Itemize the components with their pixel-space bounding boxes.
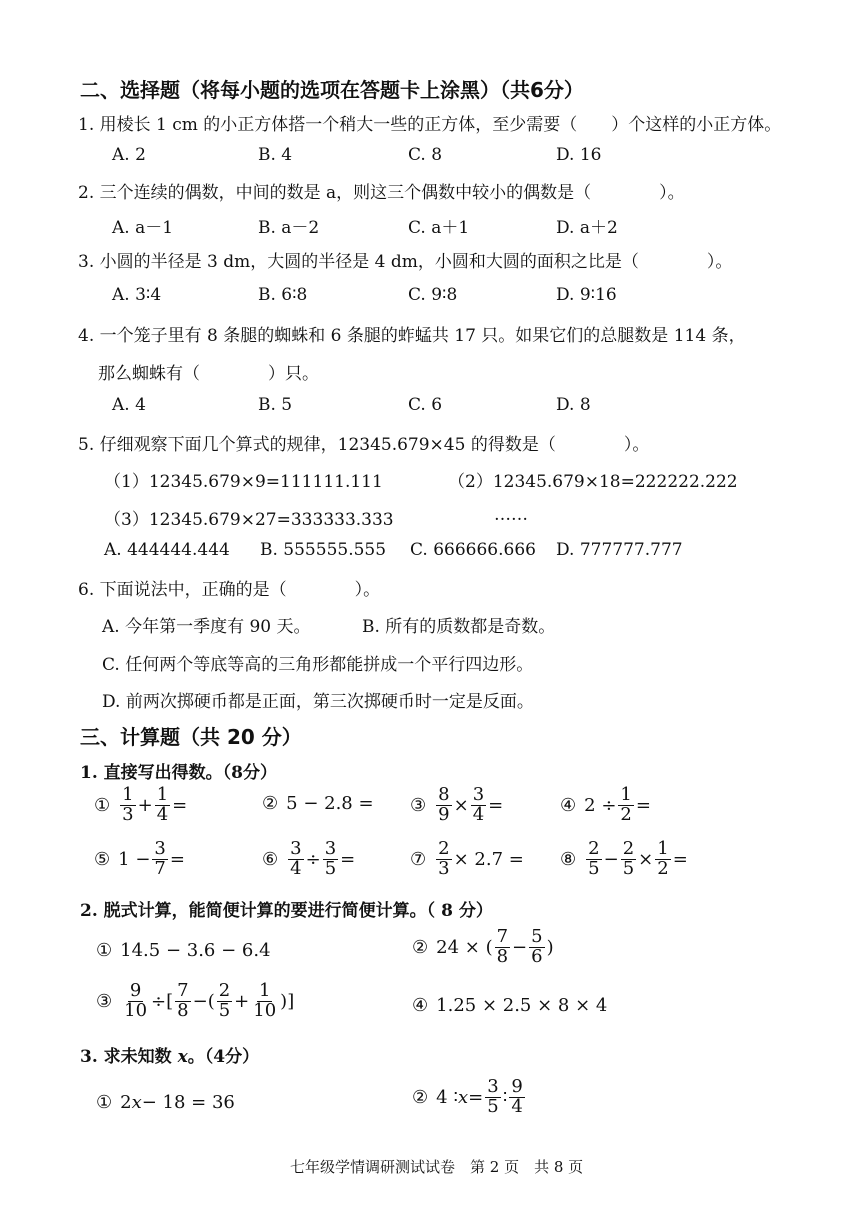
- denominator: 9: [438, 803, 450, 825]
- equals: =: [172, 794, 188, 816]
- q1-option-a: A. 2: [112, 145, 146, 165]
- denominator: 4: [511, 1095, 523, 1117]
- item-number: ⑧: [560, 848, 577, 870]
- item-number: ④: [560, 794, 577, 816]
- numerator: 3: [154, 838, 166, 859]
- calc-item-4: [560, 786, 651, 825]
- numerator: 2: [218, 980, 231, 1001]
- numerator: 1: [156, 784, 169, 805]
- numerator: 5: [531, 926, 543, 947]
- item-number: ②: [412, 1086, 429, 1108]
- denominator: 5: [324, 857, 337, 879]
- operator: −: [512, 936, 528, 958]
- numerator: 1: [122, 784, 134, 805]
- fraction: [323, 840, 338, 879]
- expression-suffix: − 18 = 36: [141, 1092, 235, 1113]
- question-2: 2. 三个连续的偶数，中间的数是 a，则这三个偶数中较小的偶数是（ ）。: [78, 183, 685, 203]
- calc-item-1: [94, 786, 187, 825]
- denominator: 3: [122, 803, 134, 825]
- expression: 14.5 − 3.6 − 6.4: [120, 940, 271, 961]
- q6-option-d: D. 前两次掷硬币都是正面，第三次掷硬币时一定是反面。: [102, 692, 534, 712]
- expression-suffix: × 2.7 =: [453, 848, 524, 870]
- variable: x: [177, 1047, 188, 1067]
- numerator: 2: [588, 838, 600, 859]
- expression-prefix: 1 −: [118, 848, 151, 870]
- q5-option-a: A. 444444.444: [104, 540, 230, 560]
- denominator: 8: [496, 945, 509, 967]
- variable: x: [131, 1092, 142, 1113]
- equation-item-1: [96, 1092, 235, 1113]
- item-number: ②: [262, 793, 279, 814]
- numerator: 3: [472, 784, 485, 805]
- fraction: [471, 786, 486, 825]
- q1-option-b: B. 4: [258, 145, 293, 165]
- expression-prefix: 4 ∶: [436, 1086, 458, 1108]
- variable: x: [458, 1086, 469, 1108]
- q4-option-c: C. 6: [408, 395, 443, 415]
- denominator: 6: [531, 945, 543, 967]
- calc-item-6: [262, 840, 355, 879]
- fraction: [152, 840, 167, 879]
- title-suffix: 。（4分）: [187, 1047, 260, 1067]
- fraction: [586, 840, 601, 879]
- numerator: 3: [324, 838, 337, 859]
- calc-item-2: [262, 793, 374, 814]
- expression-suffix: )]: [280, 990, 295, 1012]
- numerator: 1: [258, 980, 271, 1001]
- denominator: 10: [253, 999, 277, 1021]
- step-calc-item-3: [96, 982, 294, 1021]
- operator: −: [603, 848, 619, 870]
- q6-option-c: C. 任何两个等底等高的三角形都能拼成一个平行四边形。: [102, 655, 534, 675]
- expression-suffix: ): [546, 936, 554, 958]
- item-number: ⑥: [262, 848, 279, 870]
- question-3: 3. 小圆的半径是 3 dm，大圆的半径是 4 dm，小圆和大圆的面积之比是（ ）。: [78, 252, 733, 272]
- denominator: 7: [154, 857, 166, 879]
- calc-item-5: [94, 840, 185, 879]
- q5-example-1: （1）12345.679×9=111111.111: [104, 472, 383, 492]
- numerator: 2: [622, 838, 635, 859]
- question-4-line-1: 4. 一个笼子里有 8 条腿的蜘蛛和 6 条腿的蚱蜢共 17 只。如果它们的总腿数是 114 条，: [78, 326, 746, 346]
- operator: ×: [638, 848, 654, 870]
- denominator: 2: [620, 803, 632, 825]
- item-number: ③: [410, 794, 427, 816]
- expression-prefix: 24 × (: [436, 936, 493, 958]
- item-number: ①: [96, 1092, 113, 1113]
- fraction: [618, 786, 633, 825]
- q4-option-d: D. 8: [556, 395, 591, 415]
- equation-item-2: [412, 1078, 527, 1117]
- item-number: ①: [94, 794, 111, 816]
- denominator: 4: [156, 803, 169, 825]
- fraction: [495, 928, 510, 967]
- denominator: 3: [438, 857, 450, 879]
- q5-example-3: （3）12345.679×27=333333.333: [104, 510, 394, 530]
- fraction: [655, 840, 670, 879]
- q3-option-a: A. 3∶4: [112, 285, 162, 305]
- item-number: ①: [96, 940, 113, 961]
- denominator: 4: [472, 803, 485, 825]
- equals: =: [672, 848, 688, 870]
- title-prefix: 3. 求未知数: [80, 1047, 178, 1067]
- fraction: [217, 982, 232, 1021]
- fraction: [485, 1078, 500, 1117]
- fraction: [251, 982, 278, 1021]
- denominator: 4: [290, 857, 302, 879]
- item-number: ⑤: [94, 848, 111, 870]
- step-calc-item-1: [96, 940, 271, 961]
- equals: =: [488, 794, 504, 816]
- equals: =: [340, 848, 356, 870]
- coefficient: 2: [120, 1092, 132, 1113]
- numerator: 9: [129, 980, 142, 1001]
- item-number: ②: [412, 936, 429, 958]
- numerator: 9: [511, 1076, 523, 1097]
- denominator: 10: [124, 999, 148, 1021]
- item-number: ⑦: [410, 848, 427, 870]
- expression: 5 − 2.8 =: [286, 793, 374, 814]
- numerator: 3: [290, 838, 302, 859]
- ratio-sign: ∶: [502, 1086, 508, 1108]
- question-6: 6. 下面说法中，正确的是（ ）。: [78, 580, 381, 600]
- expression-prefix: 2 ÷: [584, 794, 617, 816]
- part-2-title: 2. 脱式计算，能简便计算的要进行简便计算。（ 8 分）: [80, 901, 493, 921]
- fraction: [621, 840, 636, 879]
- fraction: [155, 786, 170, 825]
- item-number: ③: [96, 990, 113, 1012]
- numerator: 1: [657, 838, 669, 859]
- operator: −(: [192, 990, 215, 1012]
- equals: =: [468, 1086, 484, 1108]
- fraction: [120, 786, 135, 825]
- q5-option-d: D. 777777.777: [556, 540, 683, 560]
- operator: +: [234, 990, 250, 1012]
- denominator: 2: [657, 857, 669, 879]
- q6-option-a: A. 今年第一季度有 90 天。: [102, 617, 311, 637]
- part-1-title: 1. 直接写出得数。（8分）: [80, 763, 277, 783]
- q2-option-c: C. a＋1: [408, 218, 470, 238]
- section-2-title: 二、选择题（将每小题的选项在答题卡上涂黑）（共6分）: [80, 78, 584, 102]
- numerator: 1: [620, 784, 632, 805]
- q1-option-c: C. 8: [408, 145, 443, 165]
- denominator: 8: [177, 999, 189, 1021]
- numerator: 8: [438, 784, 450, 805]
- question-5: 5. 仔细观察下面几个算式的规律，12345.679×45 的得数是（ ）。: [78, 435, 650, 455]
- numerator: 7: [177, 980, 189, 1001]
- step-calc-item-2: [412, 928, 554, 967]
- q3-option-d: D. 9∶16: [556, 285, 617, 305]
- denominator: 5: [622, 857, 635, 879]
- expression: 1.25 × 2.5 × 8 × 4: [436, 995, 608, 1016]
- q1-option-d: D. 16: [556, 145, 602, 165]
- denominator: 5: [218, 999, 231, 1021]
- denominator: 5: [588, 857, 600, 879]
- operator: ÷: [305, 848, 321, 870]
- q3-option-b: B. 6∶8: [258, 285, 308, 305]
- step-calc-item-4: [412, 995, 607, 1016]
- calc-item-8: [560, 840, 688, 879]
- equals: =: [169, 848, 185, 870]
- question-1: 1. 用棱长 1 cm 的小正方体搭一个稍大一些的正方体，至少需要（ ）个这样的小正方体。: [78, 115, 782, 135]
- q3-option-c: C. 9∶8: [408, 285, 458, 305]
- fraction: [122, 982, 149, 1021]
- numerator: 3: [487, 1076, 499, 1097]
- q5-example-2: （2）12345.679×18=222222.222: [448, 472, 738, 492]
- q4-option-b: B. 5: [258, 395, 293, 415]
- q2-option-a: A. a－1: [112, 218, 174, 238]
- operator: ÷[: [151, 990, 174, 1012]
- calc-item-7: [410, 840, 524, 879]
- fraction: [288, 840, 303, 879]
- numerator: 7: [496, 926, 509, 947]
- q5-example-ellipsis: ……: [494, 505, 528, 525]
- part-3-title: [80, 1042, 259, 1067]
- fraction: [509, 1078, 524, 1117]
- item-number: ④: [412, 995, 429, 1016]
- question-4-line-2: 那么蜘蛛有（ ）只。: [98, 364, 319, 384]
- denominator: 5: [487, 1095, 499, 1117]
- q4-option-a: A. 4: [112, 395, 146, 415]
- q5-option-b: B. 555555.555: [260, 540, 387, 560]
- fraction: [436, 840, 451, 879]
- page-footer: 七年级学情调研测试试卷 第 2 页 共 8 页: [290, 1158, 584, 1176]
- q5-option-c: C. 666666.666: [410, 540, 536, 560]
- q6-option-b: B. 所有的质数都是奇数。: [362, 617, 556, 637]
- fraction: [175, 982, 190, 1021]
- q2-option-b: B. a－2: [258, 218, 320, 238]
- fraction: [529, 928, 544, 967]
- q2-option-d: D. a＋2: [556, 218, 618, 238]
- calc-item-3: [410, 786, 503, 825]
- numerator: 2: [438, 838, 450, 859]
- section-3-title: 三、计算题（共 20 分）: [80, 725, 302, 749]
- operator: +: [137, 794, 153, 816]
- operator: ×: [453, 794, 469, 816]
- equals: =: [635, 794, 651, 816]
- fraction: [436, 786, 451, 825]
